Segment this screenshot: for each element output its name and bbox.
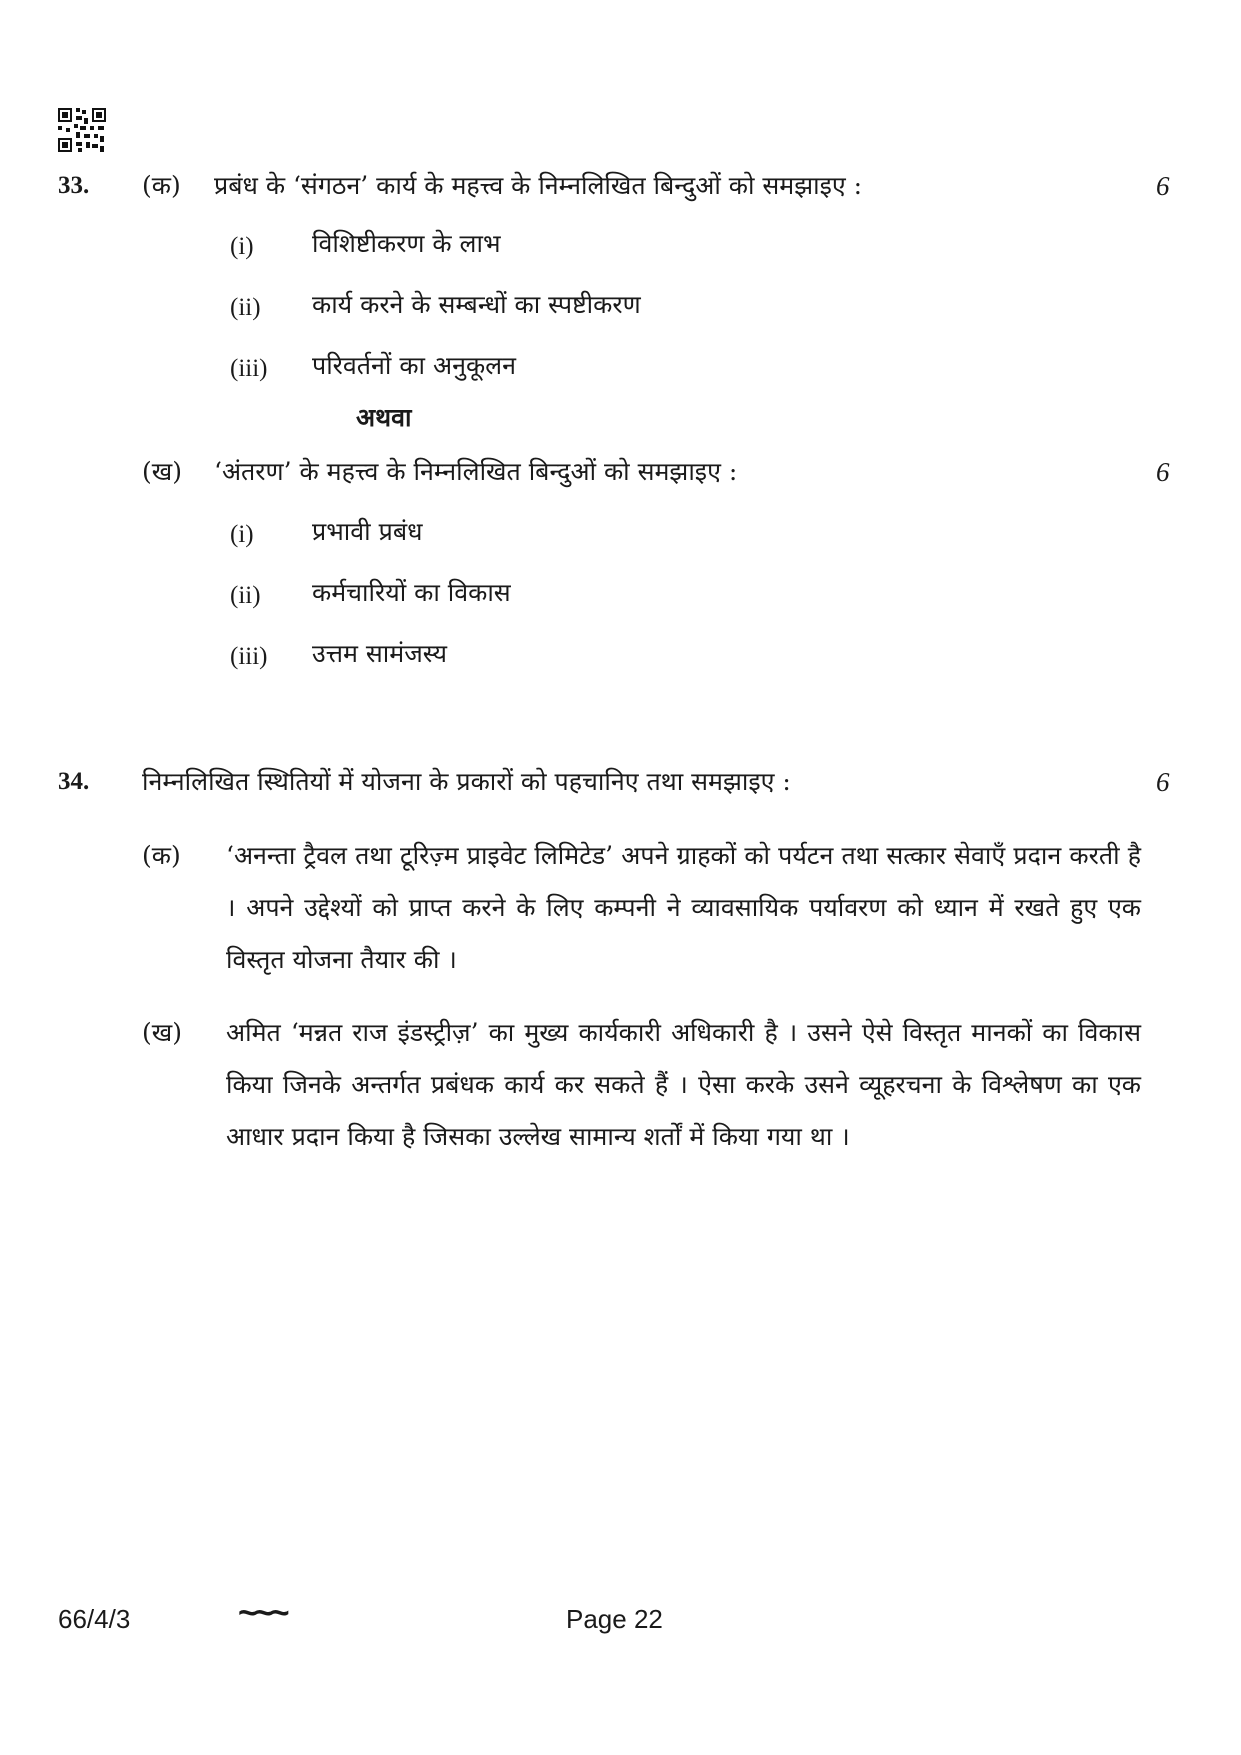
item-text: परिवर्तनों का अनुकूलन <box>312 351 516 380</box>
question-text: प्रबंध के ‘संगठन’ कार्य के महत्त्व के निम्नलिखित बिन्दुओं को समझाइए : <box>214 171 863 200</box>
question-text: ‘अंतरण’ के महत्त्व के निम्नलिखित बिन्दुओं को समझाइए : <box>214 457 738 486</box>
item-text: कर्मचारियों का विकास <box>312 578 511 607</box>
part-label: (ख) <box>142 457 182 486</box>
item-text: प्रभावी प्रबंध <box>312 517 423 546</box>
or-label: अथवा <box>356 403 412 432</box>
part-paragraph: अमित ‘मन्नत राज इंडस्ट्रीज़’ का मुख्य कार्यकारी अधिकारी है । उसने ऐसे विस्तृत मानकों का विकास किया जिनके अन्तर्गत प्रबंधक कार्य कर सकते हैं । ऐसा करके उसने व्यूहरचना के विश्लेषण का एक आधार प्रदान किया है जिसका उल्लेख सामान्य शर्तों में किया गया था । <box>226 1018 1141 1151</box>
marks: 6 <box>1156 171 1170 201</box>
item-text: कार्य करने के सम्बन्धों का स्पष्टीकरण <box>312 290 641 319</box>
marks: 6 <box>1156 767 1170 797</box>
ornament: ~~~ <box>238 1594 286 1632</box>
question-text: निम्नलिखित स्थितियों में योजना के प्रकारों को पहचानिए तथा समझाइए : <box>142 767 791 796</box>
item-text: विशिष्टीकरण के लाभ <box>312 229 501 258</box>
part-label: (ख) <box>142 1018 182 1047</box>
part-label: (क) <box>142 171 181 200</box>
item-number: (i) <box>230 233 254 260</box>
item-number: (iii) <box>230 643 268 670</box>
part-label: (क) <box>142 841 181 870</box>
marks: 6 <box>1156 457 1170 487</box>
question-number: 34. <box>58 768 90 795</box>
part-paragraph: ‘अनन्ता ट्रैवल तथा टूरिज़्म प्राइवेट लिमिटेड’ अपने ग्राहकों को पर्यटन तथा सत्कार सेवाएँ प्रदान करती है । अपने उद्देश्यों को प्राप्त करने के लिए कम्पनी ने व्यावसायिक पर्यावरण को ध्यान में रखते हुए एक विस्तृत योजना तैयार की । <box>226 841 1141 974</box>
page-number: Page 22 <box>566 1604 663 1634</box>
item-number: (ii) <box>230 582 261 609</box>
item-number: (iii) <box>230 355 268 382</box>
item-text: उत्तम सामंजस्य <box>312 639 447 668</box>
paper-code: 66/4/3 <box>58 1604 131 1634</box>
qr-code-icon <box>58 108 106 152</box>
question-number: 33. <box>58 172 90 199</box>
item-number: (i) <box>230 521 254 548</box>
item-number: (ii) <box>230 294 261 321</box>
